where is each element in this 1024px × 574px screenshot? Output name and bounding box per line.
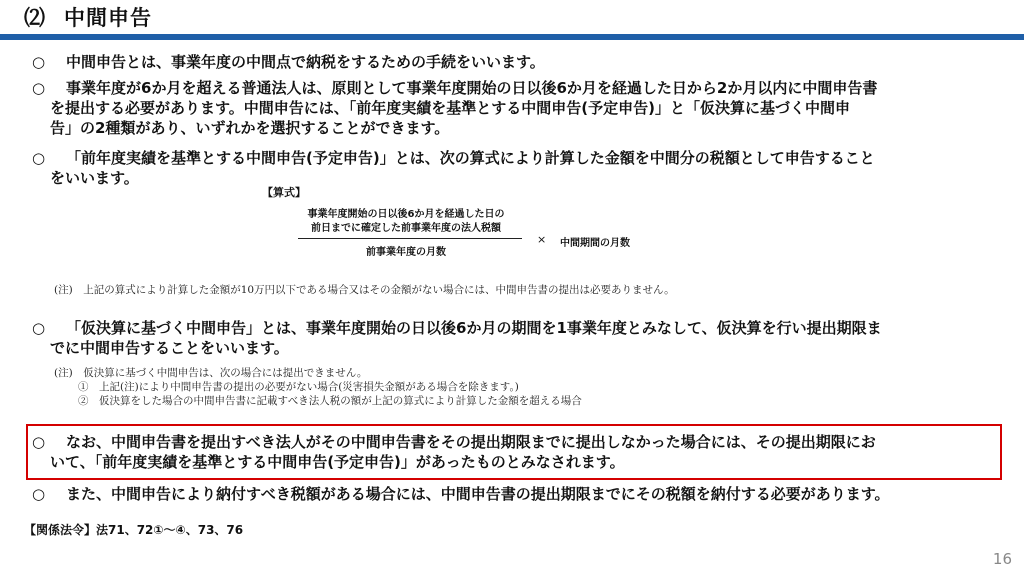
fraction-line [298, 238, 522, 239]
formula-numerator: 事業年度開始の日以後6か月を経過した日の 前日までに確定した前事業年度の法人税額 [307, 209, 505, 234]
paragraph-1: ○ 中間申告とは、事業年度の中間点で納税をするための手続をいいます。 [32, 53, 545, 71]
paragraph-6: ○ また、中間申告により納付すべき税額がある場合には、中間申告書の提出期限までにその税額を納付する必要があります。 [32, 485, 890, 503]
page-title [24, 2, 152, 32]
formula-label: 【算式】 [262, 186, 306, 199]
section-number: ⑵ [24, 6, 46, 30]
formula-multiplier: 中間期間の月数 [560, 238, 630, 249]
bullet-circle: ○ [32, 149, 46, 167]
bullet-circle: ○ [32, 53, 46, 71]
bullet-circle: ○ [32, 433, 46, 451]
page-number: 16 [992, 550, 1012, 568]
multiply-sign: × [537, 233, 547, 246]
paragraph-3: ○ 「前年度実績を基準とする中間申告(予定申告)」とは、次の算式により計算した金額を中間分の税額として申告すること をいいます。 [32, 149, 875, 187]
bullet-circle: ○ [32, 79, 46, 97]
bullet-circle: ○ [32, 319, 46, 337]
note-2: (注) 仮決算に基づく中間申告は、次の場合には提出できません。 ① 上記(注)により中間申告書の提出の必要がない場合(災害損失金額がある場合を除きます。) ② 仮決算をした場合の中間申告書に記載すべき法人税の額が上記の算式により計算した金額を超える場合 [54, 367, 582, 407]
note-1: (注) 上記の算式により計算した金額が10万円以下である場合又はその金額がない場合には、中間申告書の提出は必要ありません。 [54, 284, 675, 296]
related-laws: 【関係法令】法71、72①～④、73、76 [24, 523, 244, 537]
paragraph-4: ○ 「仮決算に基づく中間申告」とは、事業年度開始の日以後6か月の期間を1事業年度とみなして、仮決算を行い提出期限ま でに中間申告することをいいます。 [32, 319, 882, 357]
bullet-circle: ○ [32, 485, 46, 503]
paragraph-2: ○ 事業年度が6か月を超える普通法人は、原則として事業年度開始の日以後6か月を経過した日から2か月以内に中間申告書 を提出する必要があります。中間申告には、「前年度実績を基準とする中間申告(予定申告)」と「仮決算に基づく中間申 告」の2種類があり、いずれかを選択することができます。 [32, 79, 878, 137]
formula-denominator: 前事業年度の月数 [366, 247, 446, 258]
header-rule [0, 34, 1024, 40]
paragraph-5: ○ なお、中間申告書を提出すべき法人がその中間申告書をその提出期限までに提出しなかった場合には、その提出期限にお いて、「前年度実績を基準とする中間申告(予定申告)」があったものとみなされます。 [32, 433, 876, 471]
section-title: 中間申告 [64, 6, 152, 30]
